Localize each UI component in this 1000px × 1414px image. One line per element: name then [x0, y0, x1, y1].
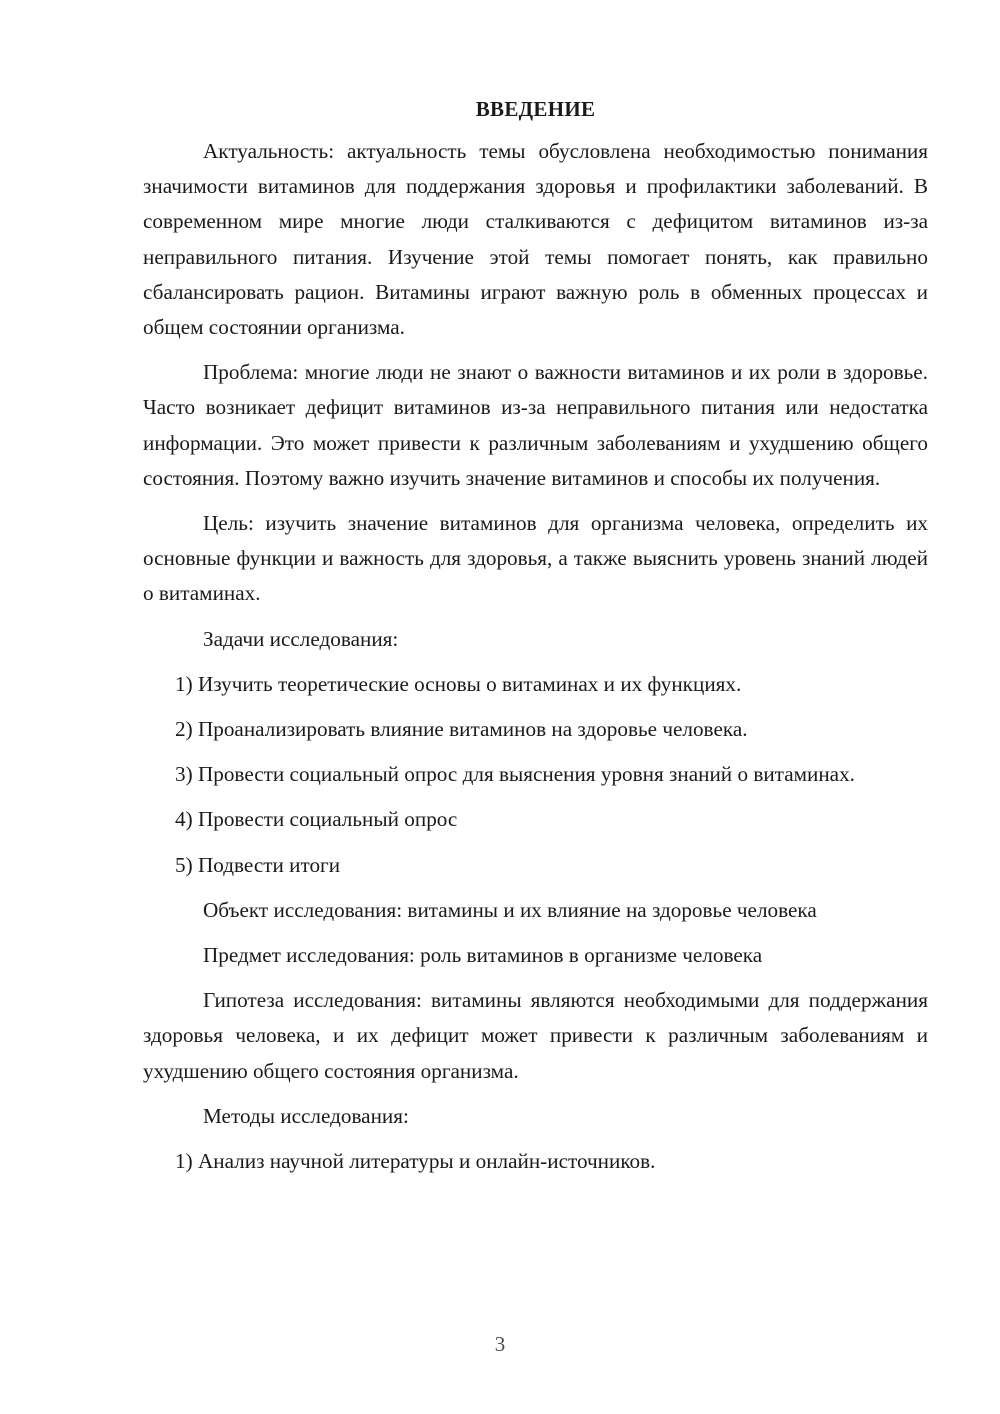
task-item: 2) Проанализировать влияние витаминов на здоровье человека.	[175, 717, 748, 742]
task-item: 4) Провести социальный опрос	[175, 807, 458, 832]
section-title: ВВЕДЕНИЕ	[475, 97, 596, 121]
task-item: 3) Провести социальный опрос для выяснения уровня знаний о витаминах.	[175, 762, 855, 787]
document-page	[143, 92, 928, 1189]
task-item: 1) Изучить теоретические основы о витаминах и их функциях.	[175, 671, 742, 696]
problem-paragraph: Проблема: многие люди не знают о важности витаминов и их роли в здоровье. Часто возникает дефицит витаминов из-за неправильного питания или недостатка информации. Это может привести к различным заболеваниям и ухудшению общего состояния. Поэтому важно изучить значение витаминов и способы их получения.	[143, 360, 928, 490]
methods-heading: Методы исследования:	[203, 1103, 409, 1128]
relevance-paragraph: Актуальность: актуальность темы обусловлена необходимостью понимания значимости витаминов для поддержания здоровья и профилактики заболеваний. В современном мире многие люди сталкиваются с дефицитом витаминов из-за неправильного питания. Изучение этой темы помогает понять, как правильно сбалансировать рацион. Витамины играют важную роль в обменных процессах и общем состоянии организма.	[143, 139, 928, 340]
research-subject: Предмет исследования: роль витаминов в организме человека	[203, 943, 763, 968]
research-object: Объект исследования: витамины и их влияние на здоровье человека	[203, 897, 817, 922]
page-number: 3	[494, 1332, 506, 1356]
goal-paragraph: Цель: изучить значение витаминов для организма человека, определить их основные функции и важность для здоровья, а также выяснить уровень знаний людей о витаминах.	[143, 511, 928, 606]
method-item: 1) Анализ научной литературы и онлайн-источников.	[175, 1149, 656, 1174]
tasks-heading: Задачи исследования:	[203, 626, 399, 651]
research-hypothesis: Гипотеза исследования: витамины являются необходимыми для поддержания здоровья человека, и их дефицит может привести к различным заболеваниям и ухудшению общего состояния организма.	[143, 988, 928, 1083]
task-item: 5) Подвести итоги	[175, 852, 341, 877]
